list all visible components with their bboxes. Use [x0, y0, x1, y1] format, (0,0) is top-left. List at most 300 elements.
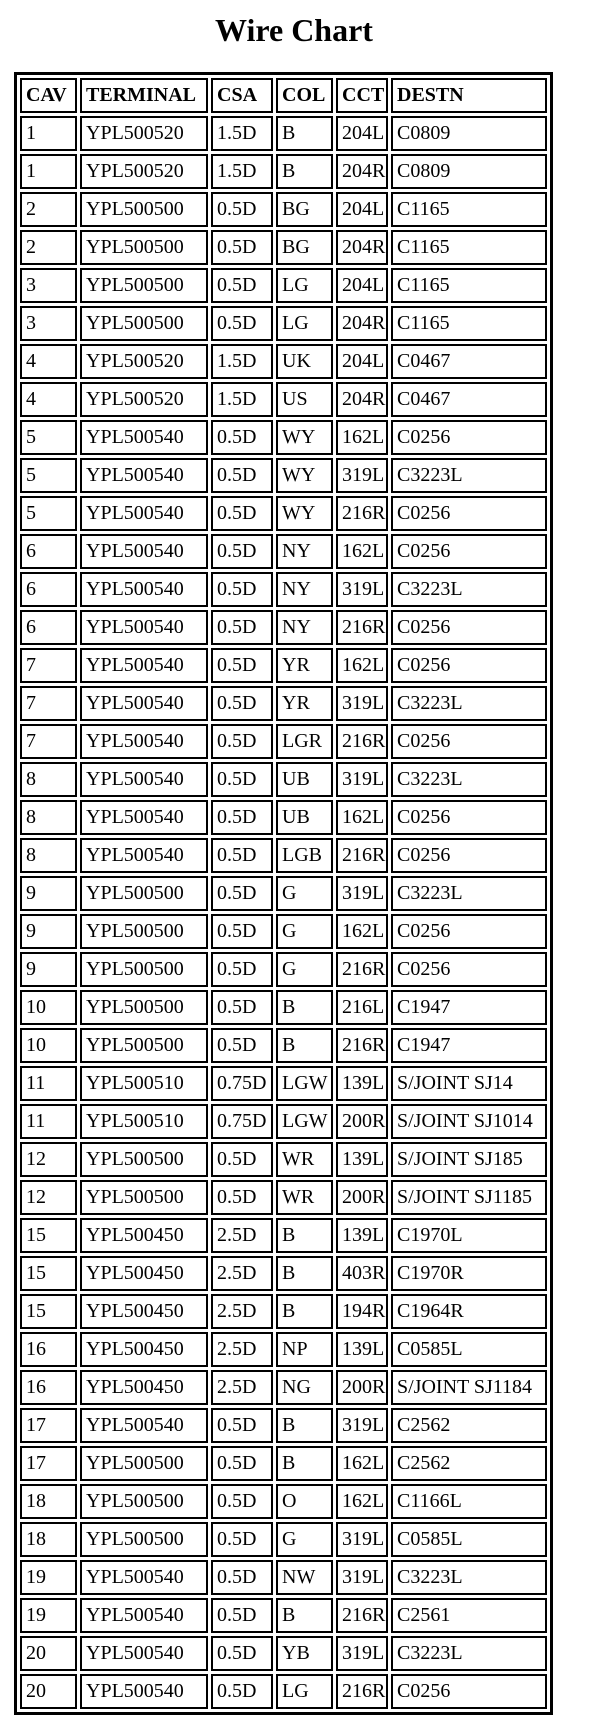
cell-cav: 12 [20, 1180, 77, 1215]
cell-csa: 1.5D [211, 344, 273, 379]
cell-destn: S/JOINT SJ14 [391, 1066, 547, 1101]
cell-destn: C0809 [391, 154, 547, 189]
cell-csa: 0.5D [211, 800, 273, 835]
cell-cav: 18 [20, 1484, 77, 1519]
cell-cct: 204R [336, 306, 388, 341]
cell-col: B [276, 1446, 333, 1481]
cell-csa: 0.5D [211, 230, 273, 265]
cell-terminal: YPL500540 [80, 800, 208, 835]
cell-cav: 7 [20, 686, 77, 721]
cell-cct: 319L [336, 686, 388, 721]
cell-col: G [276, 952, 333, 987]
cell-csa: 0.5D [211, 268, 273, 303]
cell-destn: C0256 [391, 838, 547, 873]
table-row [20, 154, 547, 189]
cell-csa: 0.5D [211, 952, 273, 987]
cell-terminal: YPL500450 [80, 1370, 208, 1405]
cell-terminal: YPL500450 [80, 1218, 208, 1253]
cell-col: BG [276, 230, 333, 265]
cell-cct: 216R [336, 952, 388, 987]
cell-col: LGR [276, 724, 333, 759]
cell-terminal: YPL500540 [80, 572, 208, 607]
cell-destn: S/JOINT SJ1014 [391, 1104, 547, 1139]
cell-terminal: YPL500500 [80, 192, 208, 227]
cell-cct: 319L [336, 1408, 388, 1443]
cell-destn: C0467 [391, 344, 547, 379]
cell-destn: C0256 [391, 420, 547, 455]
cell-cct: 216R [336, 496, 388, 531]
cell-col: B [276, 1256, 333, 1291]
cell-cav: 10 [20, 990, 77, 1025]
cell-cav: 8 [20, 800, 77, 835]
cell-csa: 0.5D [211, 1598, 273, 1633]
cell-csa: 0.75D [211, 1104, 273, 1139]
cell-col: LG [276, 1674, 333, 1709]
table-row [20, 648, 547, 683]
cell-cav: 15 [20, 1218, 77, 1253]
cell-destn: C3223L [391, 876, 547, 911]
cell-cct: 216R [336, 610, 388, 645]
cell-destn: C3223L [391, 686, 547, 721]
cell-csa: 0.5D [211, 1446, 273, 1481]
cell-col: WY [276, 496, 333, 531]
cell-cav: 5 [20, 496, 77, 531]
cell-col: NY [276, 610, 333, 645]
table-row [20, 1104, 547, 1139]
cell-destn: C0256 [391, 534, 547, 569]
table-row [20, 1636, 547, 1671]
cell-cav: 9 [20, 952, 77, 987]
cell-destn: C3223L [391, 762, 547, 797]
cell-cav: 15 [20, 1294, 77, 1329]
table-row [20, 876, 547, 911]
cell-destn: C3223L [391, 1636, 547, 1671]
cell-csa: 0.5D [211, 496, 273, 531]
cell-destn: C2562 [391, 1446, 547, 1481]
cell-destn: C0809 [391, 116, 547, 151]
cell-destn: C0256 [391, 648, 547, 683]
cell-col: YB [276, 1636, 333, 1671]
cell-cct: 319L [336, 1560, 388, 1595]
cell-col: B [276, 1028, 333, 1063]
cell-terminal: YPL500520 [80, 382, 208, 417]
cell-cct: 162L [336, 800, 388, 835]
cell-cct: 139L [336, 1332, 388, 1367]
cell-csa: 2.5D [211, 1256, 273, 1291]
table-row [20, 1142, 547, 1177]
cell-cav: 11 [20, 1104, 77, 1139]
cell-destn: C2561 [391, 1598, 547, 1633]
cell-destn: C0256 [391, 952, 547, 987]
cell-cct: 200R [336, 1104, 388, 1139]
cell-cct: 162L [336, 1484, 388, 1519]
cell-cav: 2 [20, 192, 77, 227]
cell-terminal: YPL500540 [80, 496, 208, 531]
cell-cct: 162L [336, 534, 388, 569]
cell-csa: 1.5D [211, 382, 273, 417]
cell-terminal: YPL500540 [80, 420, 208, 455]
table-row [20, 686, 547, 721]
cell-cav: 20 [20, 1636, 77, 1671]
cell-cct: 216R [336, 1028, 388, 1063]
cell-destn: C1166L [391, 1484, 547, 1519]
table-row [20, 496, 547, 531]
cell-cct: 139L [336, 1218, 388, 1253]
cell-cav: 12 [20, 1142, 77, 1177]
cell-cav: 7 [20, 724, 77, 759]
cell-cct: 319L [336, 1636, 388, 1671]
cell-csa: 0.5D [211, 686, 273, 721]
cell-cct: 403R [336, 1256, 388, 1291]
cell-csa: 0.5D [211, 876, 273, 911]
cell-terminal: YPL500500 [80, 1522, 208, 1557]
table-row [20, 1180, 547, 1215]
cell-terminal: YPL500500 [80, 1028, 208, 1063]
cell-terminal: YPL500540 [80, 762, 208, 797]
header-csa: CSA [211, 78, 273, 113]
table-row [20, 1560, 547, 1595]
cell-terminal: YPL500500 [80, 876, 208, 911]
table-row [20, 1484, 547, 1519]
cell-csa: 0.5D [211, 648, 273, 683]
cell-csa: 0.5D [211, 838, 273, 873]
table-row [20, 838, 547, 873]
cell-csa: 0.5D [211, 1484, 273, 1519]
cell-destn: C1947 [391, 990, 547, 1025]
cell-csa: 0.5D [211, 192, 273, 227]
cell-col: NP [276, 1332, 333, 1367]
cell-destn: S/JOINT SJ1185 [391, 1180, 547, 1215]
cell-terminal: YPL500500 [80, 268, 208, 303]
cell-csa: 0.5D [211, 1028, 273, 1063]
cell-destn: C1970R [391, 1256, 547, 1291]
cell-destn: C0256 [391, 496, 547, 531]
cell-col: YR [276, 648, 333, 683]
cell-terminal: YPL500500 [80, 306, 208, 341]
cell-cav: 10 [20, 1028, 77, 1063]
cell-terminal: YPL500540 [80, 534, 208, 569]
cell-cav: 9 [20, 914, 77, 949]
cell-cct: 204R [336, 230, 388, 265]
cell-cct: 162L [336, 914, 388, 949]
cell-cav: 17 [20, 1408, 77, 1443]
cell-csa: 0.5D [211, 1180, 273, 1215]
cell-col: LGW [276, 1104, 333, 1139]
cell-cav: 6 [20, 610, 77, 645]
cell-destn: C1165 [391, 306, 547, 341]
cell-col: B [276, 990, 333, 1025]
cell-cav: 11 [20, 1066, 77, 1101]
cell-cav: 3 [20, 268, 77, 303]
page-title: Wire Chart [215, 12, 373, 48]
cell-cct: 200R [336, 1370, 388, 1405]
table-row [20, 382, 547, 417]
table-row [20, 1218, 547, 1253]
cell-terminal: YPL500540 [80, 1408, 208, 1443]
cell-cav: 5 [20, 458, 77, 493]
table-row [20, 610, 547, 645]
cell-col: NY [276, 572, 333, 607]
cell-col: LGB [276, 838, 333, 873]
table-row [20, 1446, 547, 1481]
cell-col: B [276, 1408, 333, 1443]
table-row [20, 800, 547, 835]
table-row [20, 1028, 547, 1063]
cell-col: G [276, 914, 333, 949]
cell-destn: C3223L [391, 572, 547, 607]
cell-destn: C0256 [391, 800, 547, 835]
cell-terminal: YPL500540 [80, 1560, 208, 1595]
cell-csa: 0.5D [211, 1636, 273, 1671]
cell-csa: 0.5D [211, 990, 273, 1025]
cell-cav: 20 [20, 1674, 77, 1709]
cell-csa: 0.5D [211, 1522, 273, 1557]
table-row [20, 420, 547, 455]
table-row [20, 458, 547, 493]
cell-destn: C3223L [391, 458, 547, 493]
cell-terminal: YPL500520 [80, 344, 208, 379]
cell-terminal: YPL500500 [80, 1180, 208, 1215]
cell-csa: 2.5D [211, 1332, 273, 1367]
table-row [20, 762, 547, 797]
cell-csa: 0.5D [211, 762, 273, 797]
cell-terminal: YPL500540 [80, 458, 208, 493]
cell-cct: 216L [336, 990, 388, 1025]
table-row [20, 1522, 547, 1557]
cell-col: US [276, 382, 333, 417]
cell-cav: 1 [20, 154, 77, 189]
table-row [20, 990, 547, 1025]
wire-chart-table [14, 72, 553, 1715]
cell-terminal: YPL500500 [80, 952, 208, 987]
cell-csa: 0.5D [211, 572, 273, 607]
cell-cav: 4 [20, 344, 77, 379]
cell-col: B [276, 1218, 333, 1253]
cell-cav: 19 [20, 1560, 77, 1595]
cell-terminal: YPL500540 [80, 686, 208, 721]
cell-terminal: YPL500540 [80, 838, 208, 873]
cell-terminal: YPL500540 [80, 1598, 208, 1633]
header-terminal: TERMINAL [80, 78, 208, 113]
cell-cct: 139L [336, 1066, 388, 1101]
cell-terminal: YPL500500 [80, 1142, 208, 1177]
cell-cct: 194R [336, 1294, 388, 1329]
table-row [20, 1256, 547, 1291]
cell-terminal: YPL500500 [80, 1446, 208, 1481]
cell-col: B [276, 154, 333, 189]
cell-cct: 216R [336, 1674, 388, 1709]
table-row [20, 192, 547, 227]
cell-destn: S/JOINT SJ1184 [391, 1370, 547, 1405]
cell-cct: 162L [336, 420, 388, 455]
cell-terminal: YPL500540 [80, 1636, 208, 1671]
cell-destn: C1970L [391, 1218, 547, 1253]
table-row [20, 534, 547, 569]
cell-col: G [276, 876, 333, 911]
cell-terminal: YPL500520 [80, 116, 208, 151]
cell-csa: 0.5D [211, 458, 273, 493]
cell-terminal: YPL500510 [80, 1066, 208, 1101]
cell-csa: 0.5D [211, 420, 273, 455]
cell-cav: 15 [20, 1256, 77, 1291]
cell-csa: 0.5D [211, 610, 273, 645]
cell-destn: C1165 [391, 230, 547, 265]
header-cav: CAV [20, 78, 77, 113]
cell-cct: 319L [336, 458, 388, 493]
cell-col: YR [276, 686, 333, 721]
cell-destn: C0467 [391, 382, 547, 417]
header-destn: DESTN [391, 78, 547, 113]
cell-cav: 7 [20, 648, 77, 683]
table-row [20, 116, 547, 151]
cell-col: UB [276, 800, 333, 835]
header-cct: CCT [336, 78, 388, 113]
cell-col: NY [276, 534, 333, 569]
table-body [20, 116, 547, 1709]
table-row [20, 1408, 547, 1443]
cell-terminal: YPL500540 [80, 648, 208, 683]
cell-destn: C0256 [391, 724, 547, 759]
table-row [20, 724, 547, 759]
cell-csa: 0.5D [211, 1674, 273, 1709]
cell-cct: 319L [336, 762, 388, 797]
cell-cct: 319L [336, 1522, 388, 1557]
cell-terminal: YPL500540 [80, 1674, 208, 1709]
cell-cct: 216R [336, 724, 388, 759]
cell-terminal: YPL500500 [80, 230, 208, 265]
cell-cct: 204L [336, 116, 388, 151]
cell-csa: 2.5D [211, 1370, 273, 1405]
cell-csa: 2.5D [211, 1294, 273, 1329]
cell-col: UB [276, 762, 333, 797]
cell-cct: 319L [336, 876, 388, 911]
table-row [20, 1294, 547, 1329]
cell-cct: 204R [336, 382, 388, 417]
cell-terminal: YPL500500 [80, 914, 208, 949]
cell-destn: C3223L [391, 1560, 547, 1595]
cell-col: LG [276, 306, 333, 341]
cell-col: BG [276, 192, 333, 227]
cell-col: UK [276, 344, 333, 379]
cell-terminal: YPL500450 [80, 1256, 208, 1291]
cell-terminal: YPL500450 [80, 1294, 208, 1329]
table-row [20, 1066, 547, 1101]
cell-destn: C0256 [391, 610, 547, 645]
cell-terminal: YPL500520 [80, 154, 208, 189]
cell-csa: 1.5D [211, 154, 273, 189]
cell-destn: S/JOINT SJ185 [391, 1142, 547, 1177]
table-row [20, 1370, 547, 1405]
table-row [20, 1598, 547, 1633]
cell-cav: 17 [20, 1446, 77, 1481]
cell-cav: 5 [20, 420, 77, 455]
cell-destn: C0256 [391, 914, 547, 949]
cell-col: G [276, 1522, 333, 1557]
cell-destn: C1165 [391, 268, 547, 303]
cell-cct: 319L [336, 572, 388, 607]
table-row [20, 268, 547, 303]
cell-col: WR [276, 1142, 333, 1177]
cell-terminal: YPL500540 [80, 610, 208, 645]
cell-cav: 3 [20, 306, 77, 341]
cell-csa: 0.5D [211, 306, 273, 341]
cell-cct: 200R [336, 1180, 388, 1215]
table-row [20, 914, 547, 949]
cell-cav: 9 [20, 876, 77, 911]
cell-cav: 8 [20, 838, 77, 873]
cell-terminal: YPL500540 [80, 724, 208, 759]
cell-cav: 2 [20, 230, 77, 265]
cell-col: O [276, 1484, 333, 1519]
cell-destn: C0256 [391, 1674, 547, 1709]
cell-col: B [276, 116, 333, 151]
cell-col: LG [276, 268, 333, 303]
cell-destn: C1165 [391, 192, 547, 227]
cell-destn: C0585L [391, 1332, 547, 1367]
cell-col: B [276, 1294, 333, 1329]
cell-cct: 216R [336, 838, 388, 873]
cell-cav: 1 [20, 116, 77, 151]
cell-cct: 204L [336, 268, 388, 303]
cell-cct: 204L [336, 344, 388, 379]
cell-csa: 0.5D [211, 534, 273, 569]
cell-destn: C2562 [391, 1408, 547, 1443]
table-header-row [20, 78, 547, 113]
cell-cct: 162L [336, 1446, 388, 1481]
table-row [20, 306, 547, 341]
cell-cct: 204R [336, 154, 388, 189]
header-col: COL [276, 78, 333, 113]
table-row [20, 344, 547, 379]
cell-cav: 6 [20, 534, 77, 569]
cell-csa: 0.5D [211, 914, 273, 949]
cell-cav: 16 [20, 1370, 77, 1405]
cell-cav: 19 [20, 1598, 77, 1633]
cell-destn: C1947 [391, 1028, 547, 1063]
cell-col: NW [276, 1560, 333, 1595]
cell-terminal: YPL500500 [80, 1484, 208, 1519]
cell-col: LGW [276, 1066, 333, 1101]
cell-csa: 0.5D [211, 724, 273, 759]
table-row [20, 952, 547, 987]
table-row [20, 1332, 547, 1367]
cell-cav: 8 [20, 762, 77, 797]
cell-csa: 0.5D [211, 1142, 273, 1177]
cell-cct: 162L [336, 648, 388, 683]
cell-csa: 1.5D [211, 116, 273, 151]
cell-col: B [276, 1598, 333, 1633]
cell-col: NG [276, 1370, 333, 1405]
cell-csa: 2.5D [211, 1218, 273, 1253]
cell-csa: 0.5D [211, 1408, 273, 1443]
cell-csa: 0.5D [211, 1560, 273, 1595]
cell-col: WR [276, 1180, 333, 1215]
cell-cct: 216R [336, 1598, 388, 1633]
cell-cav: 18 [20, 1522, 77, 1557]
cell-cav: 6 [20, 572, 77, 607]
cell-cct: 139L [336, 1142, 388, 1177]
cell-cav: 4 [20, 382, 77, 417]
cell-col: WY [276, 420, 333, 455]
table-row [20, 230, 547, 265]
cell-terminal: YPL500450 [80, 1332, 208, 1367]
cell-cct: 204L [336, 192, 388, 227]
table-row [20, 1674, 547, 1709]
cell-cav: 16 [20, 1332, 77, 1367]
cell-terminal: YPL500500 [80, 990, 208, 1025]
cell-destn: C1964R [391, 1294, 547, 1329]
cell-terminal: YPL500510 [80, 1104, 208, 1139]
